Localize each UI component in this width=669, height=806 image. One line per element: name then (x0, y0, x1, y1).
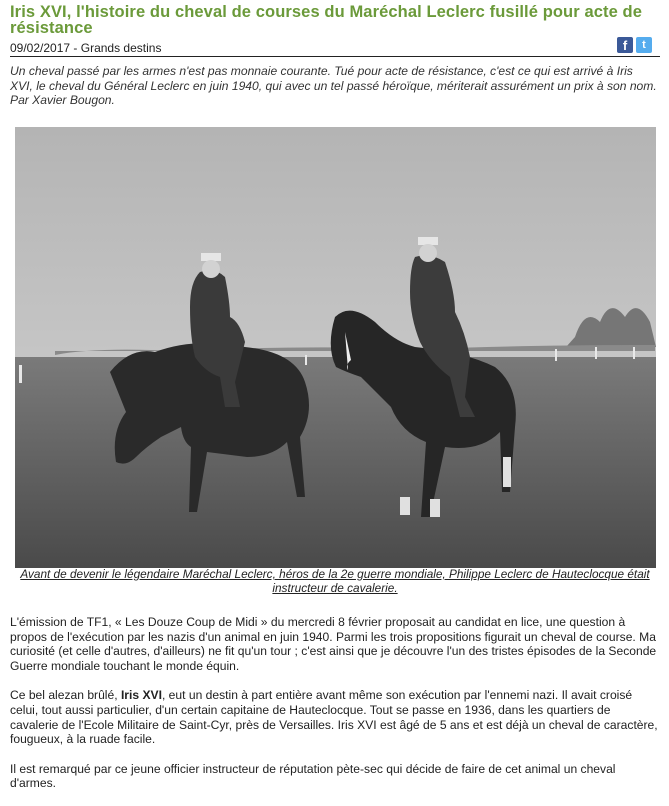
facebook-share-icon[interactable]: f (617, 37, 633, 53)
horse-name-bold: Iris XVI (120, 688, 162, 703)
article-lead: Un cheval passé par les armes n'est pas monnaie courante. Tué pour acte de résistance, c'est ce qui est arrivé à Iris XVI, le cheval du Général Leclerc en juin 1940, qui avec un tel passé héroïque, mériterait assurément un prix à son nom. Par Xavier Bougon. (10, 64, 657, 107)
paragraph-2-start: Ce bel alezan brûlé, (10, 688, 121, 703)
meta-separator: - (70, 41, 81, 55)
paragraph-2 (10, 688, 660, 746)
meta-row (10, 39, 660, 57)
paragraph-2-end: , eut un destin à part entière avant même son exécution par l'ennemi nazi. Il avait croisé celui, tout aussi particulier, d'un certain capitaine de Hauteclocque. Tout se passe en 1936, dans les quartiers de cavalerie de l'Ecole Militaire de Saint-Cyr, près de Versailles. Iris XVI est âgé de 5 ans et est déjà un cheval de caractère, fougueux, à la ruade facile. (10, 688, 658, 747)
share-buttons (617, 37, 652, 53)
twitter-share-icon[interactable]: t (636, 37, 652, 53)
article (10, 3, 660, 791)
article-meta (10, 41, 161, 55)
paragraph-1: L'émission de TF1, « Les Douze Coup de Midi » du mercredi 8 février proposait au candidat en lice, une question à propos de l'exécution par les nazis d'un animal en juin 1940. Parmi les trois propositions figurait un cheval de course. Ma curiosité (et celle d'autres, d'ailleurs) ne fit qu'un tour ; c'est ainsi que je découvre l'un des tristes épisodes de la Seconde Guerre mondiale touchant le monde équin. (10, 615, 657, 673)
paragraph-3: Il est remarqué par ce jeune officier instructeur de réputation pète-sec qui décide de faire de cet animal un cheval d'armes. (10, 761, 616, 791)
article-body (10, 615, 660, 806)
article-date: 09/02/2017 (10, 41, 71, 55)
article-photo (15, 127, 656, 568)
article-category[interactable]: Grands destins (80, 41, 162, 55)
photo-caption: Avant de devenir le légendaire Maréchal Leclerc, héros de la 2e guerre mondiale, Philippe Leclerc de Hauteclocque était instructeur de cavalerie. (20, 567, 650, 595)
article-title: Iris XVI, l'histoire du cheval de courses du Maréchal Leclerc fusillé pour acte de résistance (10, 3, 643, 37)
